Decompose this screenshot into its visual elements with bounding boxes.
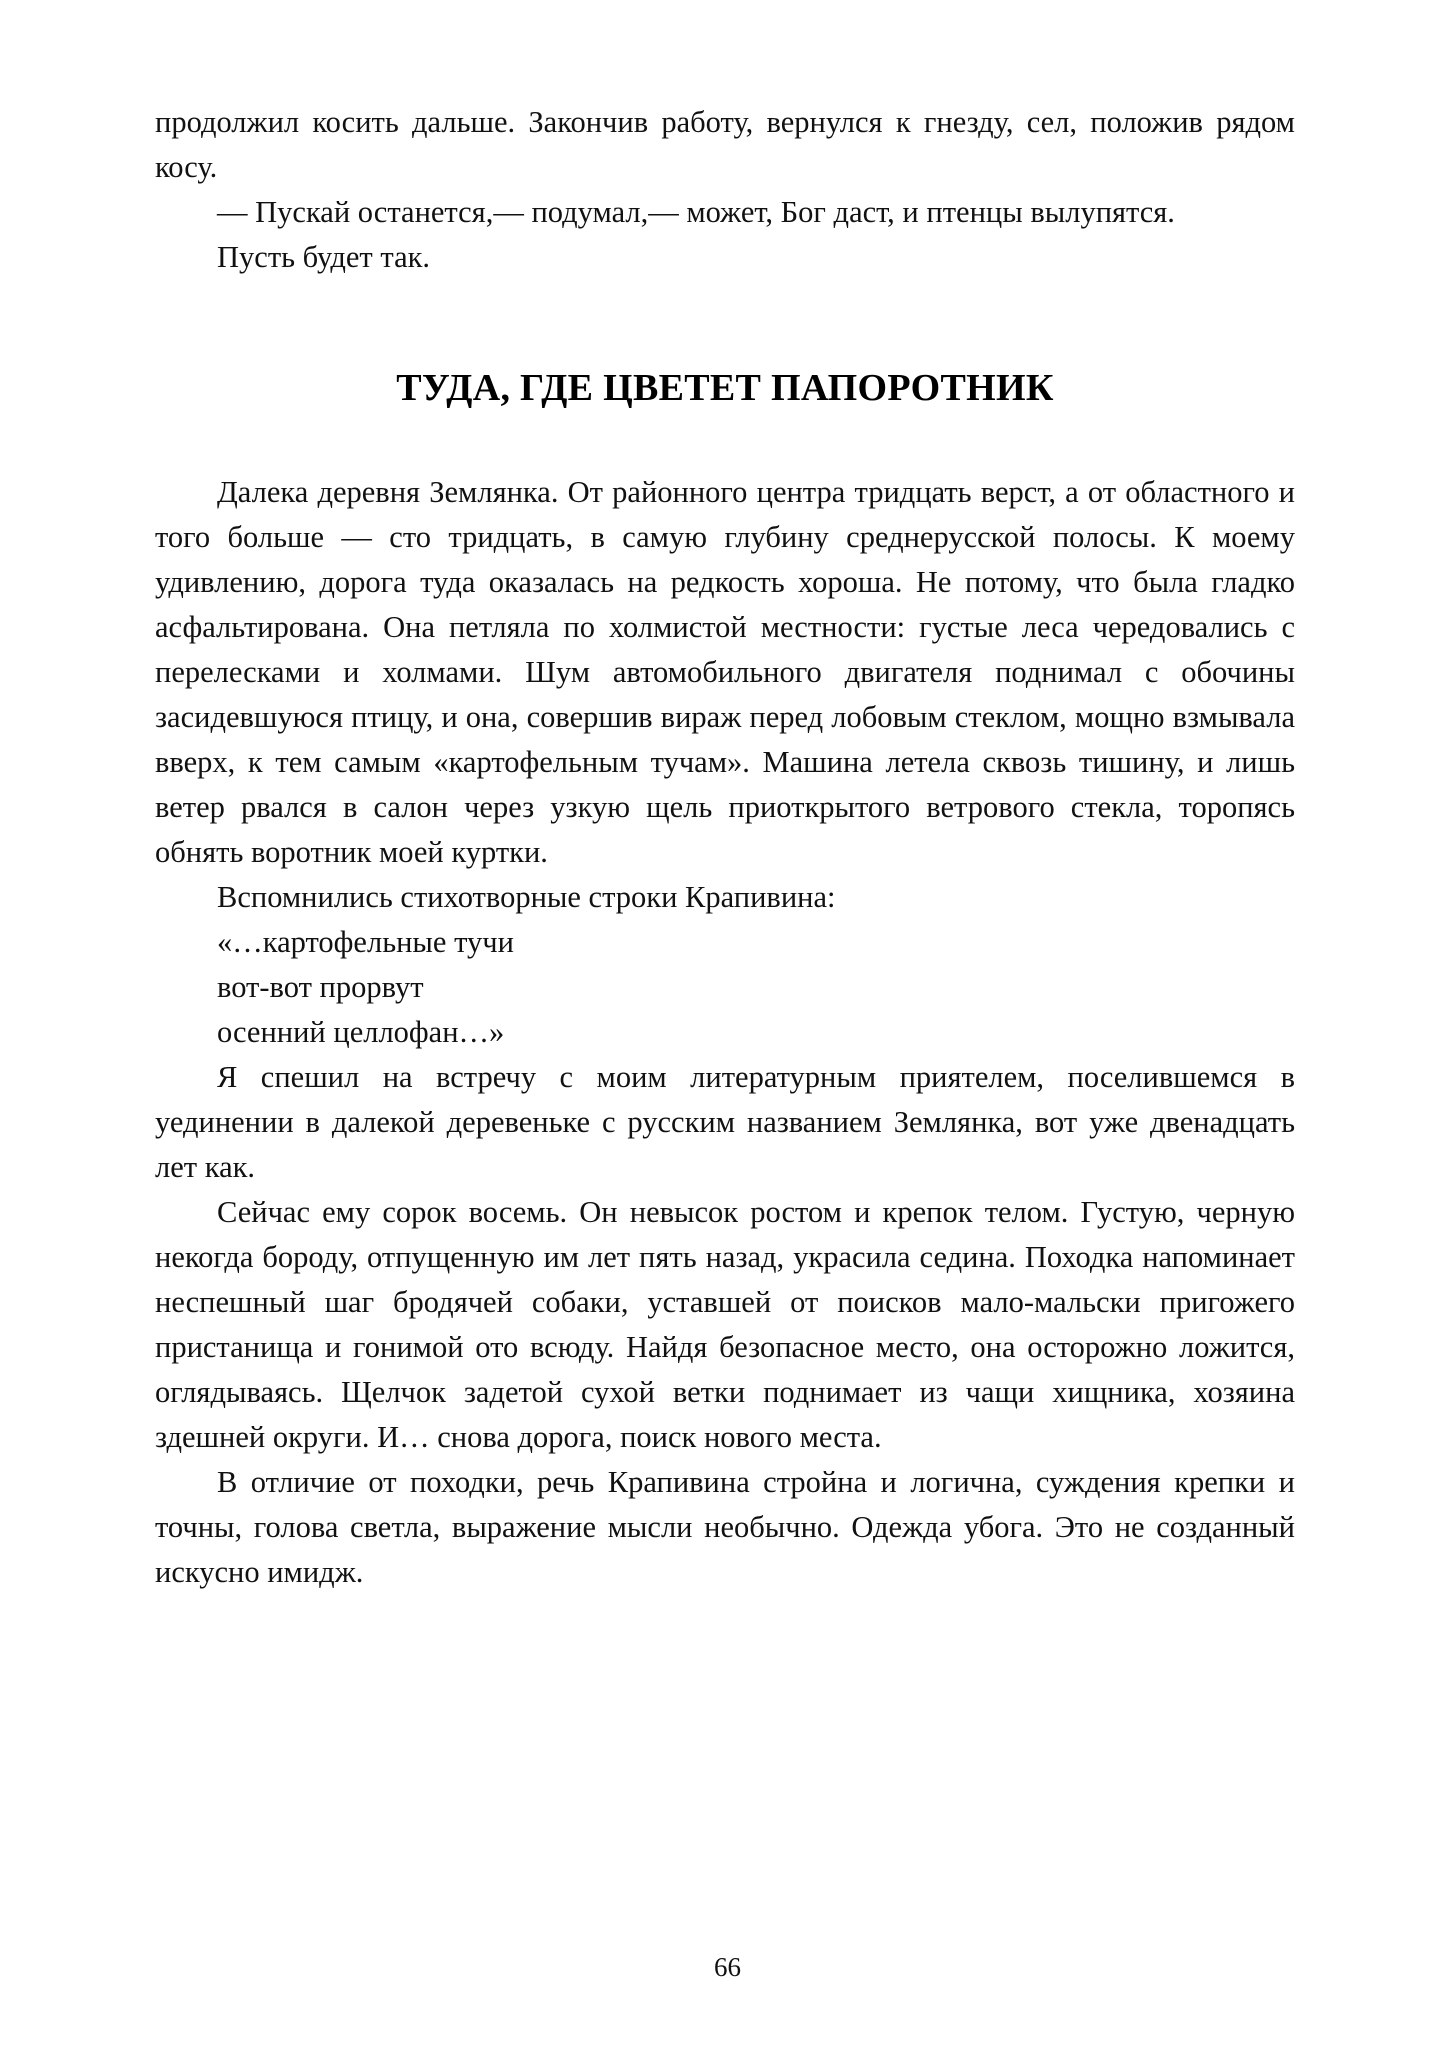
paragraph-body-3: Я спешил на встречу с моим литературным приятелем, поселившемся в уединении в далекой деревеньке с русским названием Землянка, вот уже двенадцать лет как. (155, 1060, 1295, 1184)
verse-line-2: вот-вот прорвут (217, 970, 424, 1004)
paragraph-body-5: В отличие от походки, речь Крапивина стройна и логична, суждения крепки и точны, голова светла, выражение мысли необычно. Одежда убога. Это не созданный искусно имидж. (155, 1465, 1295, 1589)
spacer-before-title (155, 280, 1295, 366)
paragraph-short: Пусть будет так. (217, 240, 431, 274)
paragraph-body-1: Далека деревня Землянка. От районного центра тридцать верст, а от областного и того больше — сто тридцать, в самую глубину среднерусской полосы. К моему удивлению, дорога туда оказалась на редкость хороша. Не потому, что была гладко асфальтирована. Она петляла по холмистой местности: густые леса чередовались с перелесками и холмами. Шум автомобильного двигателя поднимал с обочины засидевшуюся птицу, и она, совершив вираж перед лобовым стеклом, мощно взмывала вверх, к тем самым «картофельным тучам». Машина летела сквозь тишину, и лишь ветер рвался в салон через узкую щель приоткрытого ветрового стекла, торопясь обнять воротник моей куртки. (155, 475, 1295, 869)
paragraph-dialogue: — Пускай останется,— подумал,— может, Бог даст, и птенцы вылупятся. (217, 195, 1175, 229)
spacer-after-title (155, 410, 1295, 470)
page-number: 66 (714, 1952, 741, 1982)
verse-line-1: «…картофельные тучи (217, 925, 514, 959)
verse-line-3: осенний целлофан…» (217, 1015, 505, 1049)
page-text-column (155, 100, 1295, 1595)
paragraph-body-2: Вспомнились стихотворные строки Крапивина: (217, 880, 836, 914)
paragraph-body-4: Сейчас ему сорок восемь. Он невысок ростом и крепок телом. Густую, черную некогда бороду, отпущенную им лет пять назад, украсила седина. Походка напоминает неспешный шаг бродячей собаки, уставшей от поисков мало-мальски пригожего пристанища и гонимой ото всюду. Найдя безопасное место, она осторожно ложится, оглядываясь. Щелчок задетой сухой ветки поднимает из чащи хищника, хозяина здешней округи. И… снова дорога, поиск нового места. (155, 1195, 1295, 1454)
paragraph-continued: продолжил косить дальше. Закончив работу, вернулся к гнезду, сел, положив рядом косу. (155, 105, 1295, 184)
chapter-title: ТУДА, ГДЕ ЦВЕТЕТ ПАПОРОТНИК (396, 367, 1054, 409)
